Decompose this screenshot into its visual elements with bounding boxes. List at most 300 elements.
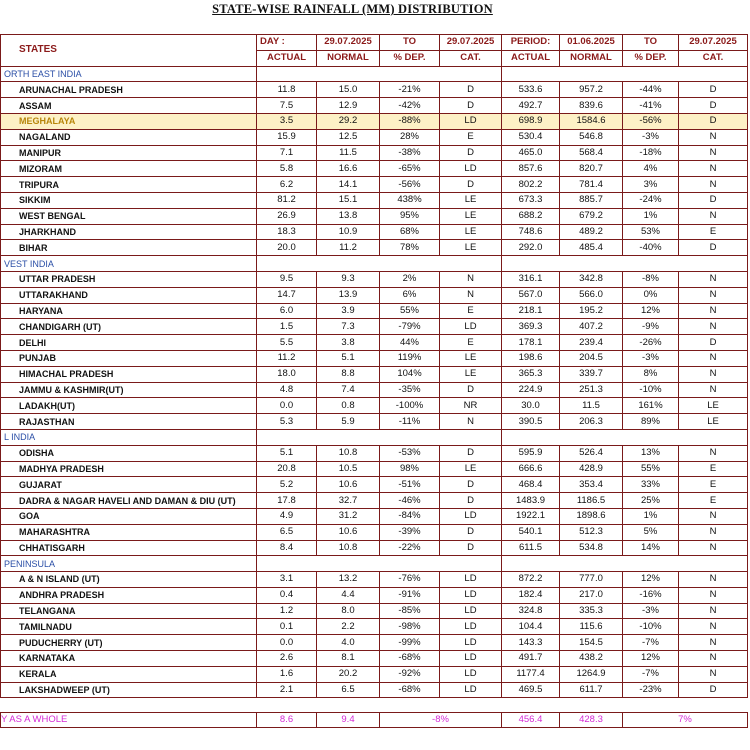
period-actual: 857.6 xyxy=(502,161,560,177)
day-departure: 95% xyxy=(380,208,440,224)
period-departure: 14% xyxy=(623,540,679,556)
period-actual: 491.7 xyxy=(502,651,560,667)
state-name: CHANDIGARH (UT) xyxy=(1,319,257,335)
day-category: D xyxy=(440,477,502,493)
period-normal: 957.2 xyxy=(560,82,623,98)
day-actual: 7.5 xyxy=(257,98,317,114)
table-row xyxy=(1,335,748,351)
period-departure: 4% xyxy=(623,161,679,177)
day-normal: 9.3 xyxy=(317,271,380,287)
period-normal: 839.6 xyxy=(560,98,623,114)
period-departure: 89% xyxy=(623,414,679,430)
period-label: PERIOD: xyxy=(502,35,560,51)
period-actual: 198.6 xyxy=(502,350,560,366)
period-departure: 55% xyxy=(623,461,679,477)
period-to-word: TO xyxy=(623,35,679,51)
period-actual: 1177.4 xyxy=(502,666,560,682)
table-row xyxy=(1,572,748,588)
period-normal: 534.8 xyxy=(560,540,623,556)
column-header: % DEP. xyxy=(380,50,440,66)
table-row xyxy=(1,177,748,193)
state-name: RAJASTHAN xyxy=(1,414,257,430)
region-row xyxy=(1,429,748,445)
state-name: CHHATISGARH xyxy=(1,540,257,556)
column-header: CAT. xyxy=(440,50,502,66)
day-departure: 6% xyxy=(380,287,440,303)
day-actual: 26.9 xyxy=(257,208,317,224)
day-normal: 8.0 xyxy=(317,603,380,619)
period-actual: 1483.9 xyxy=(502,493,560,509)
day-normal: 10.6 xyxy=(317,524,380,540)
day-normal: 10.5 xyxy=(317,461,380,477)
period-actual: 143.3 xyxy=(502,635,560,651)
period-departure: 12% xyxy=(623,303,679,319)
state-name: DADRA & NAGAR HAVELI AND DAMAN & DIU (UT) xyxy=(1,493,257,509)
period-category: N xyxy=(679,508,748,524)
day-actual: 15.9 xyxy=(257,129,317,145)
day-category: LD xyxy=(440,619,502,635)
period-departure: -44% xyxy=(623,82,679,98)
period-departure: -3% xyxy=(623,350,679,366)
column-header: ACTUAL xyxy=(257,50,317,66)
day-actual: 6.0 xyxy=(257,303,317,319)
day-actual: 2.6 xyxy=(257,651,317,667)
day-category: N xyxy=(440,414,502,430)
period-normal: 206.3 xyxy=(560,414,623,430)
period-departure: 5% xyxy=(623,524,679,540)
period-departure: -3% xyxy=(623,603,679,619)
period-departure: -9% xyxy=(623,319,679,335)
period-normal: 1584.6 xyxy=(560,113,623,129)
day-actual: 20.0 xyxy=(257,240,317,256)
period-actual: 567.0 xyxy=(502,287,560,303)
period-actual: 802.2 xyxy=(502,177,560,193)
region-name: L INDIA xyxy=(1,429,257,445)
state-name: KERALA xyxy=(1,666,257,682)
period-departure: 25% xyxy=(623,493,679,509)
table-row xyxy=(1,113,748,129)
table-row xyxy=(1,587,748,603)
day-departure: -98% xyxy=(380,619,440,635)
total-label: Y AS A WHOLE xyxy=(1,713,257,728)
table-row xyxy=(1,287,748,303)
table-row xyxy=(1,666,748,682)
period-category: E xyxy=(679,477,748,493)
period-actual: 872.2 xyxy=(502,572,560,588)
period-departure: 8% xyxy=(623,366,679,382)
day-actual: 1.2 xyxy=(257,603,317,619)
day-category: LD xyxy=(440,508,502,524)
day-normal: 32.7 xyxy=(317,493,380,509)
period-actual: 492.7 xyxy=(502,98,560,114)
day-normal: 11.2 xyxy=(317,240,380,256)
day-normal: 10.8 xyxy=(317,540,380,556)
table-row xyxy=(1,319,748,335)
period-departure: -16% xyxy=(623,587,679,603)
day-normal: 8.8 xyxy=(317,366,380,382)
period-normal: 820.7 xyxy=(560,161,623,177)
state-name: GOA xyxy=(1,508,257,524)
day-category: N xyxy=(440,271,502,287)
state-name: BIHAR xyxy=(1,240,257,256)
column-header: NORMAL xyxy=(560,50,623,66)
day-departure: 119% xyxy=(380,350,440,366)
table-row xyxy=(1,303,748,319)
day-actual: 5.8 xyxy=(257,161,317,177)
period-category: N xyxy=(679,319,748,335)
day-category: D xyxy=(440,145,502,161)
table-row xyxy=(1,524,748,540)
day-actual: 3.1 xyxy=(257,572,317,588)
table-row xyxy=(1,366,748,382)
period-category: N xyxy=(679,208,748,224)
day-departure: 2% xyxy=(380,271,440,287)
table-row xyxy=(1,145,748,161)
day-departure: -65% xyxy=(380,161,440,177)
state-name: MIZORAM xyxy=(1,161,257,177)
day-departure: -42% xyxy=(380,98,440,114)
day-normal: 11.5 xyxy=(317,145,380,161)
period-category: N xyxy=(679,540,748,556)
period-departure: -40% xyxy=(623,240,679,256)
day-category: LE xyxy=(440,192,502,208)
state-name: JAMMU & KASHMIR(UT) xyxy=(1,382,257,398)
table-row xyxy=(1,619,748,635)
period-category: N xyxy=(679,366,748,382)
day-departure: -38% xyxy=(380,145,440,161)
day-departure: -56% xyxy=(380,177,440,193)
day-actual: 18.3 xyxy=(257,224,317,240)
state-name: DELHI xyxy=(1,335,257,351)
period-departure: -56% xyxy=(623,113,679,129)
period-normal: 781.4 xyxy=(560,177,623,193)
day-to-word: TO xyxy=(380,35,440,51)
period-departure: 1% xyxy=(623,208,679,224)
period-category: N xyxy=(679,635,748,651)
day-departure: -84% xyxy=(380,508,440,524)
day-normal: 6.5 xyxy=(317,682,380,698)
period-normal: 251.3 xyxy=(560,382,623,398)
period-actual: 218.1 xyxy=(502,303,560,319)
table-row xyxy=(1,382,748,398)
day-actual: 6.5 xyxy=(257,524,317,540)
period-category: N xyxy=(679,445,748,461)
day-normal: 15.1 xyxy=(317,192,380,208)
period-category: D xyxy=(679,82,748,98)
period-category: N xyxy=(679,382,748,398)
state-name: MEGHALAYA xyxy=(1,113,257,129)
period-departure: 53% xyxy=(623,224,679,240)
day-actual: 9.5 xyxy=(257,271,317,287)
region-row xyxy=(1,556,748,572)
state-name: PUDUCHERRY (UT) xyxy=(1,635,257,651)
period-actual: 224.9 xyxy=(502,382,560,398)
day-departure: -91% xyxy=(380,587,440,603)
day-from-date: 29.07.2025 xyxy=(317,35,380,51)
day-actual: 0.0 xyxy=(257,635,317,651)
day-departure: 104% xyxy=(380,366,440,382)
rainfall-table xyxy=(0,34,748,728)
period-category: N xyxy=(679,271,748,287)
table-row xyxy=(1,98,748,114)
total-period-actual: 456.4 xyxy=(502,713,560,728)
period-actual: 316.1 xyxy=(502,271,560,287)
period-normal: 428.9 xyxy=(560,461,623,477)
period-normal: 115.6 xyxy=(560,619,623,635)
day-departure: 438% xyxy=(380,192,440,208)
table-row xyxy=(1,461,748,477)
state-name: PUNJAB xyxy=(1,350,257,366)
state-name: ARUNACHAL PRADESH xyxy=(1,82,257,98)
table-row xyxy=(1,129,748,145)
period-actual: 30.0 xyxy=(502,398,560,414)
day-category: D xyxy=(440,177,502,193)
table-row xyxy=(1,271,748,287)
header-row-dates xyxy=(1,35,748,51)
period-departure: 13% xyxy=(623,445,679,461)
table-row xyxy=(1,398,748,414)
period-actual: 104.4 xyxy=(502,619,560,635)
table-row xyxy=(1,240,748,256)
table-row xyxy=(1,682,748,698)
day-category: LD xyxy=(440,635,502,651)
state-name: JHARKHAND xyxy=(1,224,257,240)
day-normal: 7.3 xyxy=(317,319,380,335)
period-normal: 154.5 xyxy=(560,635,623,651)
state-name: LADAKH(UT) xyxy=(1,398,257,414)
day-category: E xyxy=(440,335,502,351)
day-normal: 13.8 xyxy=(317,208,380,224)
period-normal: 335.3 xyxy=(560,603,623,619)
day-departure: -79% xyxy=(380,319,440,335)
total-period-departure: 7% xyxy=(623,713,748,728)
day-actual: 81.2 xyxy=(257,192,317,208)
period-normal: 342.8 xyxy=(560,271,623,287)
day-category: LE xyxy=(440,224,502,240)
day-normal: 5.1 xyxy=(317,350,380,366)
day-departure: -46% xyxy=(380,493,440,509)
day-departure: -53% xyxy=(380,445,440,461)
period-category: N xyxy=(679,350,748,366)
period-departure: 12% xyxy=(623,572,679,588)
day-actual: 4.8 xyxy=(257,382,317,398)
period-category: N xyxy=(679,651,748,667)
state-name: TRIPURA xyxy=(1,177,257,193)
period-normal: 611.7 xyxy=(560,682,623,698)
period-category: D xyxy=(679,113,748,129)
period-departure: 33% xyxy=(623,477,679,493)
table-row xyxy=(1,192,748,208)
total-day-departure: -8% xyxy=(380,713,502,728)
period-departure: -8% xyxy=(623,271,679,287)
period-actual: 365.3 xyxy=(502,366,560,382)
day-actual: 0.4 xyxy=(257,587,317,603)
period-actual: 390.5 xyxy=(502,414,560,430)
day-normal: 7.4 xyxy=(317,382,380,398)
period-departure: -23% xyxy=(623,682,679,698)
day-normal: 12.5 xyxy=(317,129,380,145)
period-actual: 533.6 xyxy=(502,82,560,98)
period-to-date: 29.07.2025 xyxy=(679,35,748,51)
period-departure: -7% xyxy=(623,635,679,651)
period-departure: -26% xyxy=(623,335,679,351)
day-normal: 10.8 xyxy=(317,445,380,461)
period-normal: 546.8 xyxy=(560,129,623,145)
column-header: CAT. xyxy=(679,50,748,66)
state-name: NAGALAND xyxy=(1,129,257,145)
day-normal: 20.2 xyxy=(317,666,380,682)
day-actual: 5.3 xyxy=(257,414,317,430)
period-departure: 12% xyxy=(623,651,679,667)
period-category: D xyxy=(679,240,748,256)
state-name: TELANGANA xyxy=(1,603,257,619)
day-category: LD xyxy=(440,666,502,682)
day-normal: 4.4 xyxy=(317,587,380,603)
day-category: E xyxy=(440,303,502,319)
period-normal: 407.2 xyxy=(560,319,623,335)
day-actual: 11.8 xyxy=(257,82,317,98)
table-row xyxy=(1,477,748,493)
day-category: E xyxy=(440,129,502,145)
period-normal: 239.4 xyxy=(560,335,623,351)
day-departure: 28% xyxy=(380,129,440,145)
day-actual: 5.2 xyxy=(257,477,317,493)
period-normal: 566.0 xyxy=(560,287,623,303)
table-row xyxy=(1,208,748,224)
period-category: N xyxy=(679,129,748,145)
day-category: LE xyxy=(440,350,502,366)
state-name: TAMILNADU xyxy=(1,619,257,635)
day-actual: 4.9 xyxy=(257,508,317,524)
state-name: UTTARAKHAND xyxy=(1,287,257,303)
state-name: ASSAM xyxy=(1,98,257,114)
day-actual: 11.2 xyxy=(257,350,317,366)
period-normal: 204.5 xyxy=(560,350,623,366)
day-actual: 0.1 xyxy=(257,619,317,635)
day-departure: -92% xyxy=(380,666,440,682)
day-actual: 3.5 xyxy=(257,113,317,129)
period-actual: 595.9 xyxy=(502,445,560,461)
period-category: D xyxy=(679,335,748,351)
period-category: LE xyxy=(679,414,748,430)
day-category: LD xyxy=(440,161,502,177)
day-departure: 55% xyxy=(380,303,440,319)
day-departure: 98% xyxy=(380,461,440,477)
day-normal: 0.8 xyxy=(317,398,380,414)
day-actual: 8.4 xyxy=(257,540,317,556)
period-category: E xyxy=(679,224,748,240)
total-day-actual: 8.6 xyxy=(257,713,317,728)
period-category: D xyxy=(679,682,748,698)
day-category: LD xyxy=(440,603,502,619)
table-row xyxy=(1,350,748,366)
period-normal: 485.4 xyxy=(560,240,623,256)
state-name: MANIPUR xyxy=(1,145,257,161)
state-name: MAHARASHTRA xyxy=(1,524,257,540)
day-departure: -76% xyxy=(380,572,440,588)
day-departure: -21% xyxy=(380,82,440,98)
day-normal: 16.6 xyxy=(317,161,380,177)
period-normal: 217.0 xyxy=(560,587,623,603)
period-category: D xyxy=(679,192,748,208)
state-name: KARNATAKA xyxy=(1,651,257,667)
day-normal: 4.0 xyxy=(317,635,380,651)
day-category: N xyxy=(440,287,502,303)
total-day-normal: 9.4 xyxy=(317,713,380,728)
page-title: STATE-WISE RAINFALL (MM) DISTRIBUTION xyxy=(212,2,493,16)
period-departure: -41% xyxy=(623,98,679,114)
table-row xyxy=(1,445,748,461)
day-normal: 5.9 xyxy=(317,414,380,430)
day-departure: -100% xyxy=(380,398,440,414)
state-name: HARYANA xyxy=(1,303,257,319)
period-normal: 512.3 xyxy=(560,524,623,540)
period-actual: 324.8 xyxy=(502,603,560,619)
day-category: D xyxy=(440,445,502,461)
day-category: D xyxy=(440,82,502,98)
day-departure: -35% xyxy=(380,382,440,398)
day-normal: 3.8 xyxy=(317,335,380,351)
period-actual: 673.3 xyxy=(502,192,560,208)
period-actual: 698.9 xyxy=(502,113,560,129)
day-actual: 1.5 xyxy=(257,319,317,335)
total-period-normal: 428.3 xyxy=(560,713,623,728)
day-actual: 5.1 xyxy=(257,445,317,461)
day-actual: 7.1 xyxy=(257,145,317,161)
region-name: ORTH EAST INDIA xyxy=(1,66,257,82)
day-normal: 13.9 xyxy=(317,287,380,303)
period-normal: 11.5 xyxy=(560,398,623,414)
day-category: D xyxy=(440,493,502,509)
day-normal: 31.2 xyxy=(317,508,380,524)
period-normal: 489.2 xyxy=(560,224,623,240)
period-category: N xyxy=(679,303,748,319)
period-departure: -18% xyxy=(623,145,679,161)
region-row xyxy=(1,66,748,82)
table-row xyxy=(1,603,748,619)
period-normal: 1898.6 xyxy=(560,508,623,524)
day-actual: 2.1 xyxy=(257,682,317,698)
day-normal: 15.0 xyxy=(317,82,380,98)
day-departure: -99% xyxy=(380,635,440,651)
period-actual: 611.5 xyxy=(502,540,560,556)
period-category: N xyxy=(679,524,748,540)
day-category: D xyxy=(440,98,502,114)
period-category: N xyxy=(679,177,748,193)
state-name: HIMACHAL PRADESH xyxy=(1,366,257,382)
period-actual: 178.1 xyxy=(502,335,560,351)
column-header: ACTUAL xyxy=(502,50,560,66)
period-departure: -10% xyxy=(623,619,679,635)
day-category: D xyxy=(440,524,502,540)
day-normal: 8.1 xyxy=(317,651,380,667)
period-normal: 679.2 xyxy=(560,208,623,224)
table-row xyxy=(1,82,748,98)
period-normal: 568.4 xyxy=(560,145,623,161)
day-category: LE xyxy=(440,461,502,477)
day-actual: 17.8 xyxy=(257,493,317,509)
state-name: SIKKIM xyxy=(1,192,257,208)
period-normal: 339.7 xyxy=(560,366,623,382)
table-row xyxy=(1,508,748,524)
period-normal: 1264.9 xyxy=(560,666,623,682)
state-name: WEST BENGAL xyxy=(1,208,257,224)
day-departure: -68% xyxy=(380,651,440,667)
day-normal: 10.6 xyxy=(317,477,380,493)
states-header: STATES xyxy=(1,35,257,67)
day-normal: 2.2 xyxy=(317,619,380,635)
period-departure: 161% xyxy=(623,398,679,414)
